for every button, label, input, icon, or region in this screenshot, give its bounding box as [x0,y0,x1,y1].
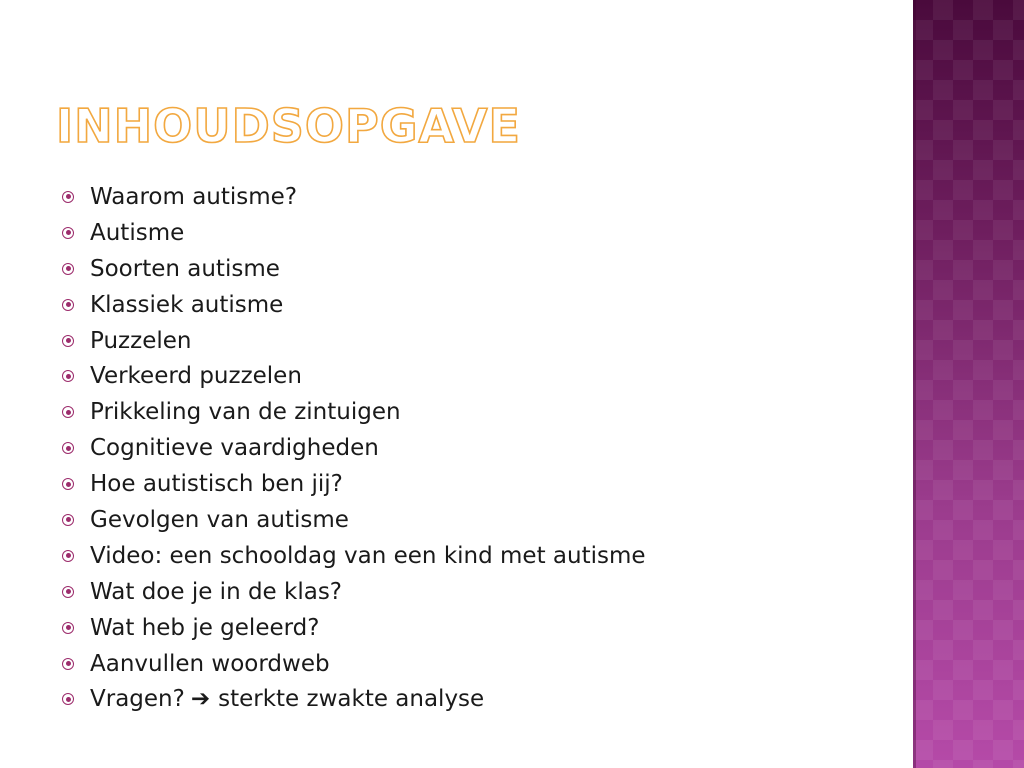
circle-dot-icon [62,550,74,562]
circle-dot-icon [62,370,74,382]
circle-dot-icon [62,191,74,203]
list-item-vragen [62,681,646,717]
list-item-prikkeling [62,394,646,430]
list-item-text-after-arrow: sterkte zwakte analyse [218,686,485,713]
list-item-text: Video: een schooldag van een kind met autisme [90,542,646,569]
list-item-text: Hoe autistisch ben jij? [90,471,343,498]
circle-dot-icon [62,514,74,526]
list-item-cognitieve-vaardigheden [62,430,646,466]
circle-dot-icon [62,586,74,598]
circle-dot-icon [62,478,74,490]
list-item-hoe-autistisch [62,466,646,502]
circle-dot-icon [62,335,74,347]
bullet-list [62,179,646,717]
list-item-text: Wat doe je in de klas? [90,578,343,605]
circle-dot-icon [62,693,74,705]
list-item-gevolgen [62,502,646,538]
list-item-text: Waarom autisme? [90,183,298,210]
list-item-video [62,538,646,574]
circle-dot-icon [62,622,74,634]
list-item-verkeerd-puzzelen [62,358,646,394]
list-item-text: Cognitieve vaardigheden [90,435,379,462]
list-item-aanvullen-woordweb [62,646,646,682]
list-item-text: Gevolgen van autisme [90,506,349,533]
circle-dot-icon [62,263,74,275]
list-item-klassiek-autisme [62,287,646,323]
right-arrow-icon: ➔ [190,686,211,713]
list-item-autisme [62,215,646,251]
list-item-soorten-autisme [62,251,646,287]
list-item-text: Autisme [90,219,185,246]
decorative-side-panel [913,0,1024,768]
list-item-text: Prikkeling van de zintuigen [90,399,401,426]
slide-title: INHOUDSOPGAVE [56,99,521,153]
circle-dot-icon [62,442,74,454]
list-item-wat-heb-je-geleerd [62,610,646,646]
list-item-text: Soorten autisme [90,255,280,282]
list-item-wat-doe-je [62,574,646,610]
list-item-text: Klassiek autisme [90,291,284,318]
list-item-text: Aanvullen woordweb [90,650,330,677]
circle-dot-icon [62,227,74,239]
circle-dot-icon [62,406,74,418]
list-item-waarom-autisme [62,179,646,215]
list-item-puzzelen [62,323,646,359]
list-item-text: Wat heb je geleerd? [90,614,320,641]
list-item-text: Vragen? [90,686,185,713]
circle-dot-icon [62,658,74,670]
circle-dot-icon [62,299,74,311]
list-item-text: Verkeerd puzzelen [90,363,302,390]
list-item-text: Puzzelen [90,327,192,354]
